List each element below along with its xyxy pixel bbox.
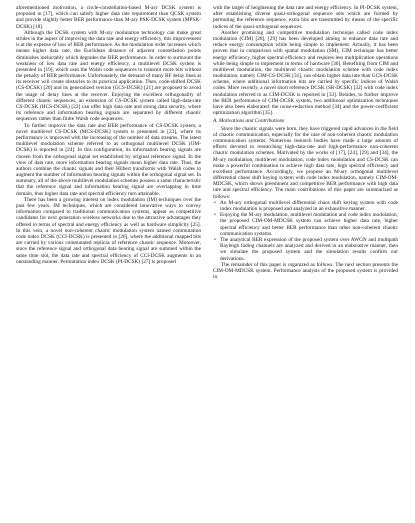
paragraph: with the target of heightening the data rate and energy efficiency. In PI-DCSK system, after establishing diverse quasi-orthogonal sequence sets which are formed by permuting the reference sequence, extra bits are transmitted by means of the specific indices of the quasi-orthogonal sequences. — [213, 5, 398, 30]
paragraph: Although the DCSK system with M-ary modulation technology can make great strides in the aspect of improving the data rate and energy efficiency, this improvement is at the expense of loss of BER performance. As the modulation order increases which means higher data rate, the Euclidean distance of adjacent constellation points diminishes ineluctably which degrades the BER performance. In order to surmount the weakness of low data rate and energy efficiency, a multilevel DCSK system is presented in [19], which uses the Walsh code sequences to transmit more bits without the penalty of BER performance. Unfortunately, the demand of many RF delay lines at its receiver will create obstacles to its practical application. Then, code-shifted DCSK (CS-DCSK) [20] and its generalized version (GCS-DCSK) [21] are proposed to avoid the usage of delay lines at the receiver. Enjoying the excellent orthogonality of different chaotic sequences, an extension of CS-DCSK system called high-data-rate CS-DCSK (HCS-DCSK) [22] can offer high data rate and strong data security, where its reference and information bearing signals are separated by different chaotic sequences rather than finite Walsh code sequences. — [16, 29, 201, 123]
paragraph: To further improve the data rate and BER performance of CS-DCSK system, a novel multilevel CS-DCSK (MCS-DCSK) system is presented in [23], where its performance is improved with the increasing of the number of data streams. The latest multilevel modulation scheme referred to as orthogonal multilevel DCSK (OM-DCSK) is reported in [24]. In this configuration, its information bearing signals are chosen from the orthogonal signal set established by original reference signal. In the view of data rate, more information bearing signals mean higher data rate. Thus, the authors combine the chaotic signals and their Hilbert transforms with Walsh codes to augment the number of information bearing signals within the orthogonal signal set. In summary, all of the above multilevel modulation schemes possess a same characteristic that the reference signal and information bearing signal are overlapping in time domain, thus higher data rate and spectral efficiency turn attainable. — [16, 122, 201, 197]
paragraph: Another promising and competitive modulation technique called code index modulation (CIM) [28], [29] has been developed aiming to enhance data rate and reduce energy consumption while being simple to implement. Actually, it has been proven that in comparison with spatial modulation (SM), CIM technique has better energy efficiency, higher spectral efficiency and requires less multiplication operations while being simple to implement in terms of hardware [30]. Benefiting from CIM and multilevel modulation, the multilevel chaotic modulation scheme with code index modulation, namely CIM-CS-DCSK [31], can obtain higher data rate than GCS-DCSK scheme, where additional information bits are carried by specific indices of Walsh codes. More recently, a novel short reference DCSK (SR-DCSK) [32] with code index modulation referred to as CIM-DCSK is reported in [33]. Besides, to further improve the BER performance of CIM-DCSK system, two additional optimization techniques have also been elaborated: the noise-reduction method [34] and the power-coefficient optimization algorithm [35]. — [213, 29, 398, 117]
list-item: • The analytical BER expression of the proposed system over AWGN and multipath Rayleigh fading channels are analyzed and derived in an elaborative manner, then we simulate the proposed system and the simulation results confirm our derivations. — [213, 237, 398, 262]
contribution-list — [213, 200, 398, 262]
paragraph: There has been a growing interest on index modulation (IM) techniques over the past few years. IM techniques, which are considered innovative ways to convey information compared to traditional communication systems, appear as competitive candidates for next generation wireless networks due to the attractive advantages they offered in terms of spectral and energy efficiency as well as hardware simplicity [25]. In this vein, a novel non-coherent chaotic modulation system named commutation code index DCSK (CCI-DCSK) is presented in [26], where the additional mapped bits are carried by various commutated replicas of reference chaotic sequence. Moreover, since the reference signal and orthogonal data bearing signal are summed within the same time slot, the data rate and spectral efficiency of CCI-DCSK augments in an outstanding manner. Permutation index DCSK (PI-DCSK) [27] is proposed — [16, 196, 201, 265]
list-item: • Enjoying the M-ary modulation, multilevel modulation and code index modulation, the proposed CIM-OM-MDCSK system can achieve higher data rate, higher spectral efficiency and better BER performance than other non-coherent chaotic communication systems. — [213, 212, 398, 237]
paragraph: aforementioned motivation, a circle-constellation-based M-ary DCSK system is proposed in [17], which can satisfy higher data rate requirement than QCSK system and provide slightly better BER performance than M-ary PSK-DCSK system (MPSK-DCSK) [18]. — [16, 5, 201, 30]
list-item: • An M-ary orthogonal multilevel differential chaos shift keying system with code index modulation is proposed and analyzed in an exhaustive manner. — [213, 200, 398, 212]
left-column — [16, 5, 201, 519]
right-column — [213, 5, 398, 519]
section-heading: A. Motivations and Contributions — [213, 118, 285, 125]
paragraph: Since the chaotic signals were born, they have triggered rapid advances in the field of chaotic communication, especially for the case of non-coherent chaotic modulation communication systems. Numerous research bodies have made a large amount of efforts devoted to researching high-data-rate and high-performance non-coherent chaotic modulation schemes. Motivated by the works of [17], [24], [29] and [34], the M-ary modulation, multilevel modulation, code index modulation and CS-DCSK can make a powerful combination to achieve high data rate, high spectral efficiency and excellent performance. Accordingly, we propose an M-ary orthogonal multilevel differential chaos shift keying system with code index modulation, namely CIM-OM-MDCSK, which shows preeminent and competitive BER performance with high data rate and spectral efficiency. The main contributions of this paper are summarized as follows: — [213, 125, 398, 200]
paragraph: The remainder of this paper is organized as follows. The next section presents the CIM-OM-MDCSK system. Performance analysis of the proposed system is provided in — [213, 261, 398, 281]
